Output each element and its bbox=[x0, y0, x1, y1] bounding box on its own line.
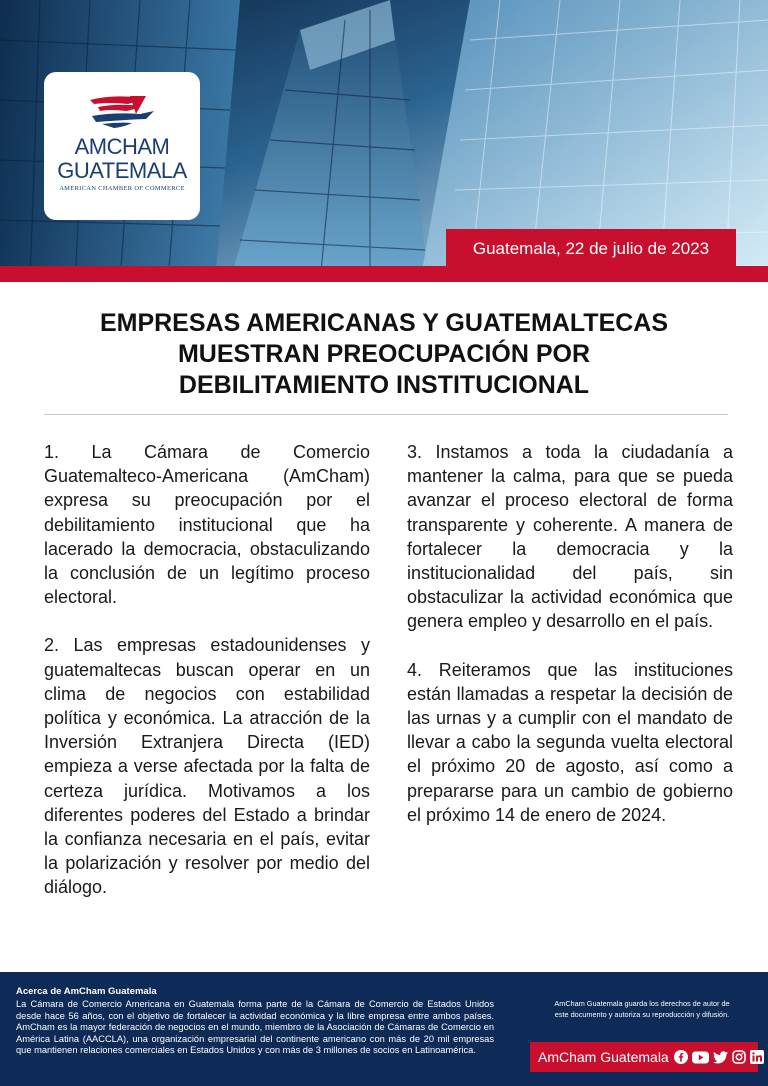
about-title: Acerca de AmCham Guatemala bbox=[16, 986, 157, 997]
linkedin-icon[interactable] bbox=[750, 1050, 764, 1064]
title-line: MUESTRAN PREOCUPACIÓN POR bbox=[177, 340, 591, 368]
about-section bbox=[16, 986, 494, 1057]
title-line: DEBILITAMIENTO INSTITUCIONAL bbox=[178, 371, 590, 399]
copyright-notice bbox=[532, 998, 752, 1020]
youtube-icon[interactable] bbox=[692, 1051, 709, 1064]
instagram-icon[interactable] bbox=[732, 1050, 746, 1064]
twitter-icon[interactable] bbox=[713, 1051, 728, 1064]
copyright-line: este documento y autoriza su reproducción y difusión. bbox=[554, 1010, 730, 1019]
social-handle: AmCham Guatemala bbox=[538, 1049, 669, 1065]
paragraph-1: 1. La Cámara de Comercio Guatemalteco-Americana (AmCham) expresa su preocupación por el debilitamiento institucional que ha lacerado la democracia, obstaculizando la conclusión de un legítimo proceso electoral. bbox=[44, 442, 370, 608]
facebook-icon[interactable] bbox=[674, 1050, 688, 1064]
title-divider bbox=[44, 414, 728, 415]
paragraph-2: 2. Las empresas estadounidenses y guatemaltecas buscan operar en un clima de negocios con estabilidad política y económica. La atracción de la Inversión Extranjera Directa (IED) empieza a verse afectada por la falta de certeza jurídica. Motivamos a los diferentes poderes del Estado a brindar la confianza necesaria en el país, evitar la polarización y resolver por medio del diálogo. bbox=[44, 635, 370, 898]
title-line: EMPRESAS AMERICANAS Y GUATEMALTECAS bbox=[99, 309, 669, 337]
page-title bbox=[30, 308, 738, 401]
footer bbox=[0, 972, 768, 1086]
paragraph-4: 4. Reiteramos que las instituciones están llamadas a respetar la decisión de las urnas y a cumplir con el mandato de llevar a cabo la segunda vuelta electoral el próximo 20 de agosto, así como a prepararse para un cambio de gobierno el próximo 14 de enero de 2024. bbox=[407, 659, 733, 825]
copyright-line: AmCham Guatemala guarda los derechos de autor de bbox=[554, 999, 730, 1008]
logo-tagline: AMERICAN CHAMBER OF COMMERCE bbox=[59, 185, 185, 192]
amcham-logo bbox=[44, 72, 200, 220]
left-column bbox=[44, 440, 370, 924]
social-bar bbox=[530, 1042, 758, 1072]
logo-name-line1: AMCHAM bbox=[74, 134, 170, 159]
about-text: La Cámara de Comercio Americana en Guatemala forma parte de la Cámara de Comercio de Estados Unidos desde hace 56 años, con el objetivo de fortalecer la actividad económica y la libre empresa entre ambos países. AmCham es la mayor federación de negocios en el mundo, miembro de la Asociación de Cámaras de Comercio en América Latina (AACCLA), una organización empresarial del continente americano con más de 20 mil empresas que mantienen relaciones comerciales en Estados Unidos y con más de 3 millones de socios en Latinoamérica. bbox=[16, 999, 494, 1056]
right-column bbox=[407, 440, 733, 851]
date-label: Guatemala, 22 de julio de 2023 bbox=[446, 229, 736, 269]
logo-name-line2: GUATEMALA bbox=[57, 158, 187, 183]
eagle-flag-icon bbox=[84, 92, 160, 134]
paragraph-3: 3. Instamos a toda la ciudadanía a mantener la calma, para que se pueda avanzar el proceso electoral de forma transparente y coherente. A manera de fortalecer la democracia y la institucionalidad del país, sin obstaculizar la actividad económica que genera empleo y desarrollo en el país. bbox=[407, 442, 733, 632]
